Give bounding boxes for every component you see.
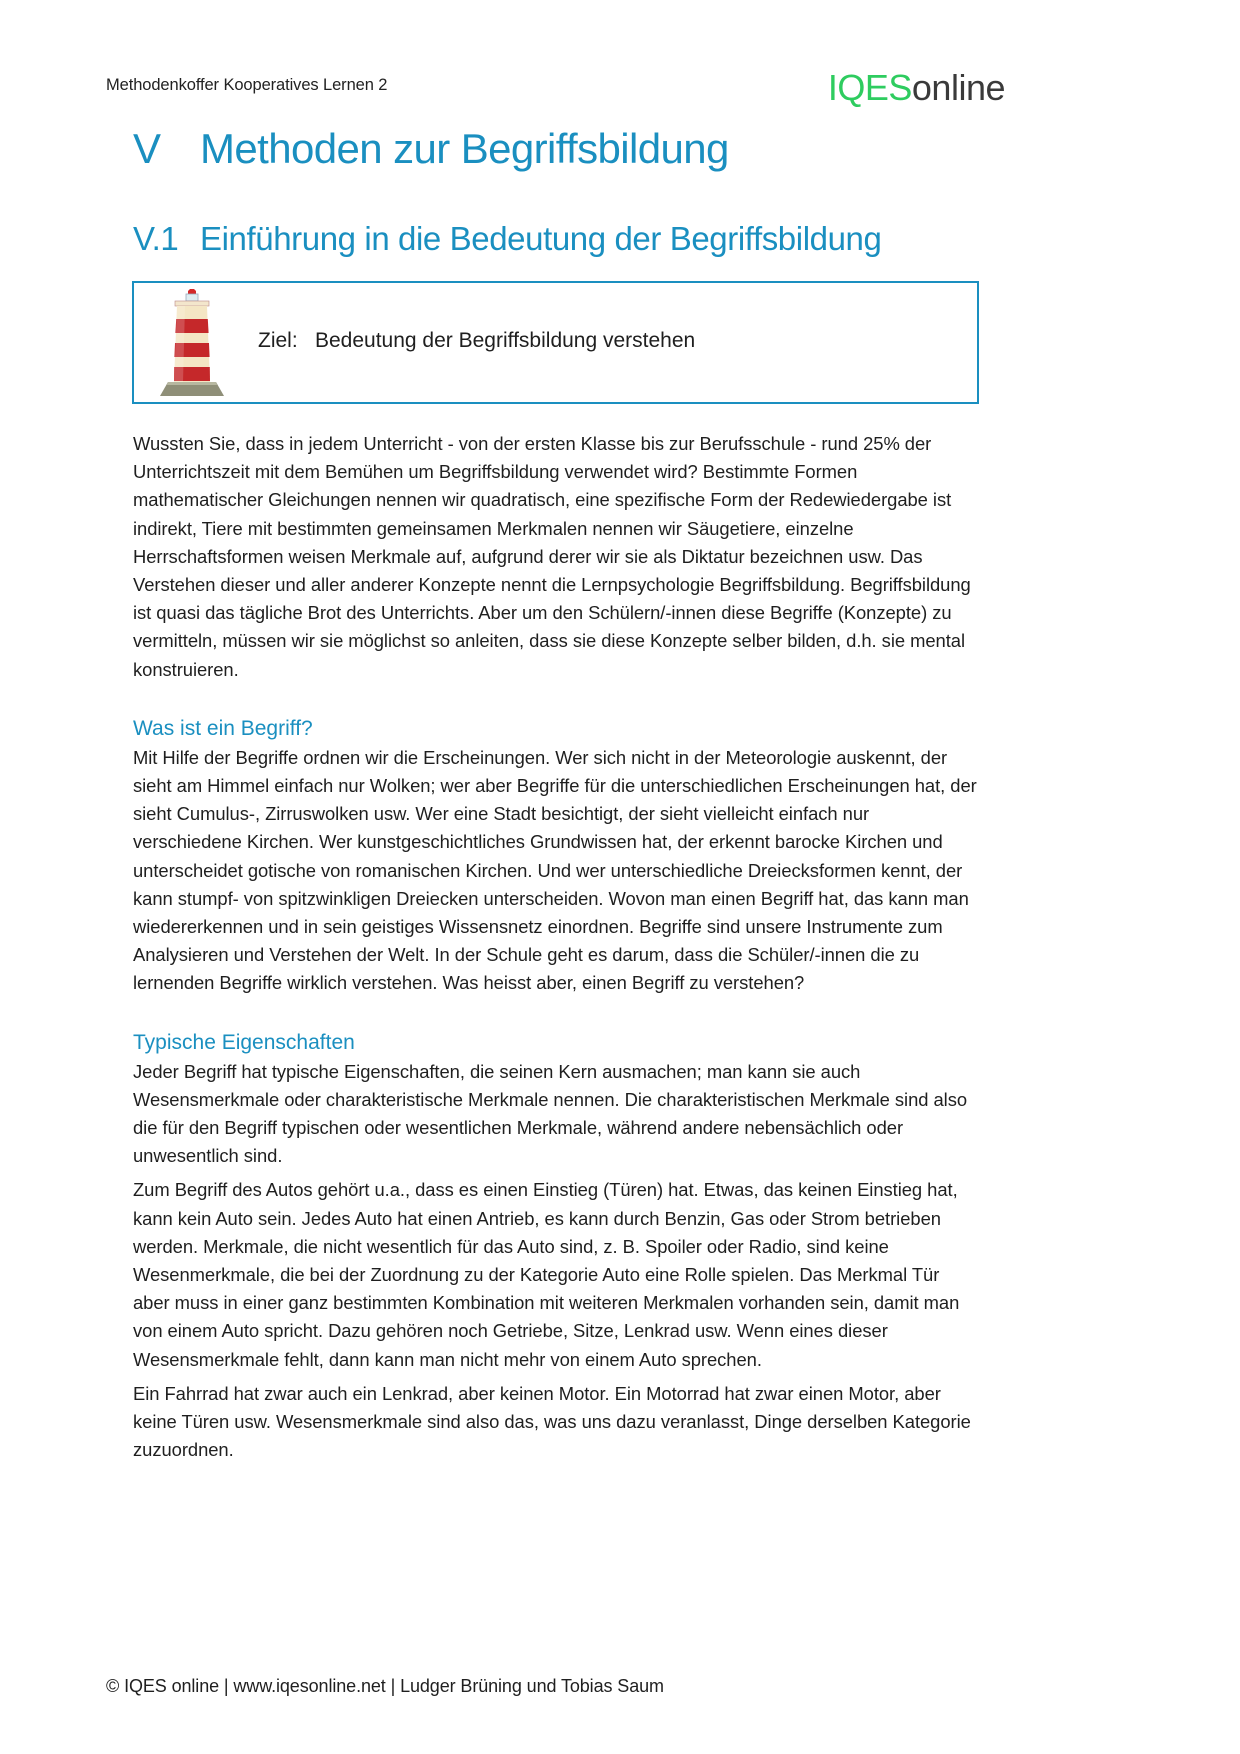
lighthouse-icon — [154, 289, 230, 397]
intro-paragraph: Wussten Sie, dass in jedem Unterricht - von der ersten Klasse bis zur Berufsschule - rund 25% der Unterrichtszeit mit dem Bemühen um Begriffsbildung verwendet wird? Bestimmte Formen mathematischer Gleichungen nennen wir quadratisch, eine spezifische Form der Redewiedergabe ist indirekt, Tiere mit bestimmten gemeinsamen Merkmalen nennen wir Säugetiere, einzelne Herrschaftsformen weisen Merkmale auf, aufgrund derer wir sie als Diktatur bezeichnen usw. Das Verstehen dieser und aller anderer Konzepte nennt die Lernpsychologie Begriffsbildung. Begriffsbildung ist quasi das tägliche Brot des Unterrichts. Aber um den Schülern/-innen diese Begriffe (Konzepte) zu vermitteln, müssen wir sie möglichst so anleiten, dass sie diese Konzepte selber bilden, d.h. sie mental konstruieren. — [133, 433, 971, 680]
goal-statement — [258, 329, 695, 353]
goal-label: Ziel: — [258, 329, 298, 352]
chapter-title: Methoden zur Begriffsbildung — [200, 125, 729, 172]
goal-box — [132, 281, 979, 404]
section-number: V.1 — [133, 220, 179, 257]
document-body — [133, 430, 979, 1471]
paragraph: Zum Begriff des Autos gehört u.a., dass es einen Einstieg (Türen) hat. Etwas, das keinen Einstieg hat, kann kein Auto sein. Jedes Auto hat einen Antrieb, es kann durch Benzin, Gas oder Strom betrieben werden. Merkmale, die nicht wesentlich für das Auto sind, z. B. Spoiler oder Radio, sind keine Wesenmerkmale, die bei der Zuordnung zu der Kategorie Auto eine Rolle spielen. Das Merkmal Tür aber muss in einer ganz bestimmten Kombination mit weiteren Merkmalen vorhanden sein, damit man von einem Auto spricht. Dazu gehören noch Getriebe, Sitze, Lenkrad usw. Wenn eines dieser Wesensmerkmale fehlt, dann kann man nicht mehr von einem Auto sprechen. — [133, 1179, 960, 1370]
subheading-was-ist-ein-begriff: Was ist ein Begriff? — [133, 716, 313, 740]
running-header-title: Methodenkoffer Kooperatives Lernen 2 — [106, 76, 388, 94]
goal-text: Bedeutung der Begriffsbildung verstehen — [315, 329, 696, 352]
iqes-online-logo — [828, 66, 1005, 110]
paragraph: Ein Fahrrad hat zwar auch ein Lenkrad, aber keinen Motor. Ein Motorrad hat zwar einen Motor, aber keine Türen usw. Wesensmerkmale sind also das, was uns dazu veranlasst, Dinge derselben Kategorie zuzuordnen. — [133, 1382, 971, 1461]
logo-iqes: IQES — [827, 67, 912, 108]
paragraph: Mit Hilfe der Begriffe ordnen wir die Erscheinungen. Wer sich nicht in der Meteorologie auskennt, der sieht am Himmel einfach nur Wolken; wer aber Begriffe für die unterschiedlichen Erscheinungen hat, der sieht Cumulus-, Zirruswolken usw. Wer eine Stadt besichtigt, der sieht vielleicht einfach nur verschiedene Kirchen. Wer kunstgeschichtliches Grundwissen hat, der erkennt barocke Kirchen und unterscheidet gotische von romanischen Kirchen. Und wer unterschiedliche Dreiecksformen kennt, der kann stumpf- von spitzwinkligen Dreiecken unterscheiden. Wovon man einen Begriff hat, das kann man wiedererkennen und in sein geistiges Wissensnetz einordnen. Begriffe sind unsere Instrumente zum Analysieren und Verstehen der Welt. In der Schule geht es darum, dass die Schüler/-innen die zu lernenden Begriffe wirklich verstehen. Was heisst aber, einen Begriff zu verstehen? — [133, 746, 977, 994]
logo-online: online — [911, 67, 1005, 108]
chapter-heading — [133, 122, 729, 176]
section-title: Einführung in die Bedeutung der Begriffsbildung — [200, 220, 882, 257]
section-heading — [133, 215, 881, 263]
subheading-typische-eigenschaften: Typische Eigenschaften — [133, 1030, 355, 1054]
chapter-number: V — [133, 125, 161, 172]
paragraph: Jeder Begriff hat typische Eigenschaften, die seinen Kern ausmachen; man kann sie auch Wesensmerkmale oder charakteristische Merkmale nennen. Die charakteristischen Merkmale sind also die für den Begriff typischen oder wesentlichen Merkmale, während andere nebensächlich oder unwesentlich sind. — [133, 1060, 968, 1167]
footer-copyright: © IQES online | www.iqesonline.net | Ludger Brüning und Tobias Saum — [106, 1676, 664, 1696]
